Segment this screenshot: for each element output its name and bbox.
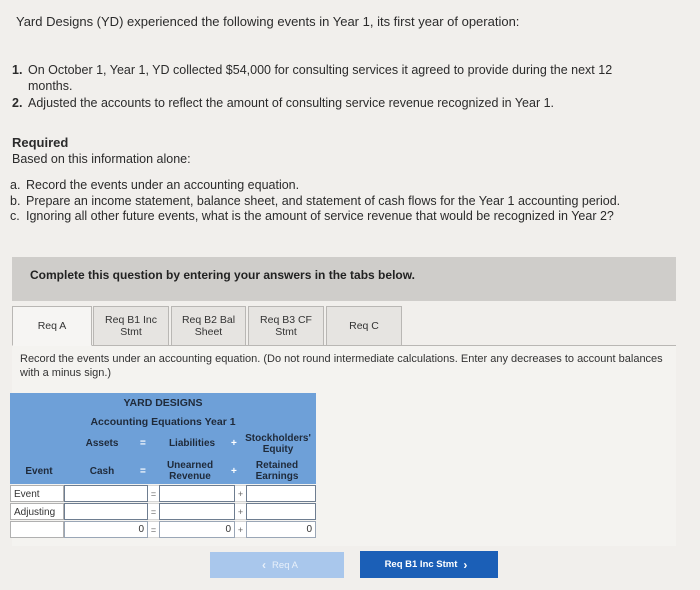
chevron-right-icon: › xyxy=(463,557,468,572)
task-item xyxy=(10,194,690,210)
assets-heading: Assets xyxy=(85,438,119,449)
task-letter: c. xyxy=(10,209,20,223)
equals-sign: = xyxy=(148,503,159,520)
tab-label: Req B2 Bal Sheet xyxy=(181,314,236,338)
cash-input[interactable] xyxy=(64,485,148,502)
equity-heading: Stockholders' Equity xyxy=(245,433,311,455)
event-number: 2. xyxy=(12,96,23,110)
task-item xyxy=(10,178,690,194)
problem-intro: Yard Designs (YD) experienced the following events in Year 1, its first year of operation: xyxy=(16,14,520,29)
event-number: 1. xyxy=(12,63,23,77)
tab-label: Req A xyxy=(37,320,67,332)
task-letter: a. xyxy=(10,178,21,192)
tab-req-a[interactable] xyxy=(12,306,92,346)
event-item xyxy=(12,62,652,94)
equals-sign: = xyxy=(140,438,146,449)
instructions-banner: Complete this question by entering your answers in the tabs below. xyxy=(12,257,676,301)
row-label-event: Event xyxy=(10,485,64,502)
tab-label: Req C xyxy=(349,320,379,332)
task-text: Ignoring all other future events, what is the amount of service revenue that would be recognized in Year 2? xyxy=(26,209,614,223)
task-text: Prepare an income statement, balance sheet, and statement of cash flows for the Year 1 accounting period. xyxy=(26,193,621,208)
unearned-revenue-input[interactable] xyxy=(159,485,235,502)
tab-req-c[interactable] xyxy=(326,306,402,346)
task-letter: b. xyxy=(10,193,21,208)
tab-label: Req B1 Inc Stmt xyxy=(105,314,157,338)
unearned-revenue-input[interactable] xyxy=(159,503,235,520)
chevron-left-icon: ‹ xyxy=(262,558,267,572)
tab-label: Req B3 CF Stmt xyxy=(260,314,312,338)
retained-earnings-input[interactable] xyxy=(246,503,316,520)
plus-sign: + xyxy=(235,503,246,520)
equals-sign: = xyxy=(140,466,146,477)
required-subtitle: Based on this information alone: xyxy=(12,152,191,166)
cash-total: 0 xyxy=(64,521,148,538)
previous-tab-button[interactable] xyxy=(210,552,344,578)
event-column-heading: Event xyxy=(25,466,53,477)
retained-earnings-total: 0 xyxy=(246,521,316,538)
previous-tab-label: Req A xyxy=(272,559,298,571)
table-title: Accounting Equations Year 1 xyxy=(90,416,236,428)
company-name: YARD DESIGNS xyxy=(123,397,203,409)
unearned-revenue-total: 0 xyxy=(159,521,235,538)
plus-sign: + xyxy=(231,466,237,477)
unearned-revenue-heading: Unearned Revenue xyxy=(166,460,214,482)
next-tab-label: Req B1 Inc Stmt xyxy=(384,559,458,570)
retained-earnings-heading: Retained Earnings xyxy=(255,460,299,482)
plus-sign: + xyxy=(231,438,237,449)
tab-req-b1[interactable] xyxy=(93,306,169,346)
retained-earnings-input[interactable] xyxy=(246,485,316,502)
row-label-total xyxy=(10,521,64,538)
events-list xyxy=(12,62,652,112)
task-text: Record the events under an accounting equation. xyxy=(26,178,300,192)
event-item xyxy=(12,95,652,111)
tab-req-b3[interactable] xyxy=(248,306,324,346)
equals-sign: = xyxy=(148,485,159,502)
next-tab-button[interactable] xyxy=(360,551,498,578)
accounting-equation-table xyxy=(10,393,316,544)
required-heading: Required xyxy=(12,135,69,150)
plus-sign: + xyxy=(235,521,246,538)
row-label-adjusting: Adjusting xyxy=(10,503,64,520)
liabilities-heading: Liabilities xyxy=(168,438,216,449)
tasks-list xyxy=(10,178,690,225)
event-text: On October 1, Year 1, YD collected $54,000 for consulting services it agreed to provide during the next 12 months. xyxy=(28,63,613,93)
equals-sign: = xyxy=(148,521,159,538)
task-item xyxy=(10,209,690,225)
event-text: Adjusted the accounts to reflect the amount of consulting service revenue recognized in Year 1. xyxy=(28,96,555,110)
answer-instructions: Record the events under an accounting equation. (Do not round intermediate calculations. Enter any decreases to account balances with a minus sign.) xyxy=(20,353,663,379)
tab-req-b2[interactable] xyxy=(171,306,246,346)
cash-input[interactable] xyxy=(64,503,148,520)
cash-column-heading: Cash xyxy=(89,466,115,477)
plus-sign: + xyxy=(235,485,246,502)
